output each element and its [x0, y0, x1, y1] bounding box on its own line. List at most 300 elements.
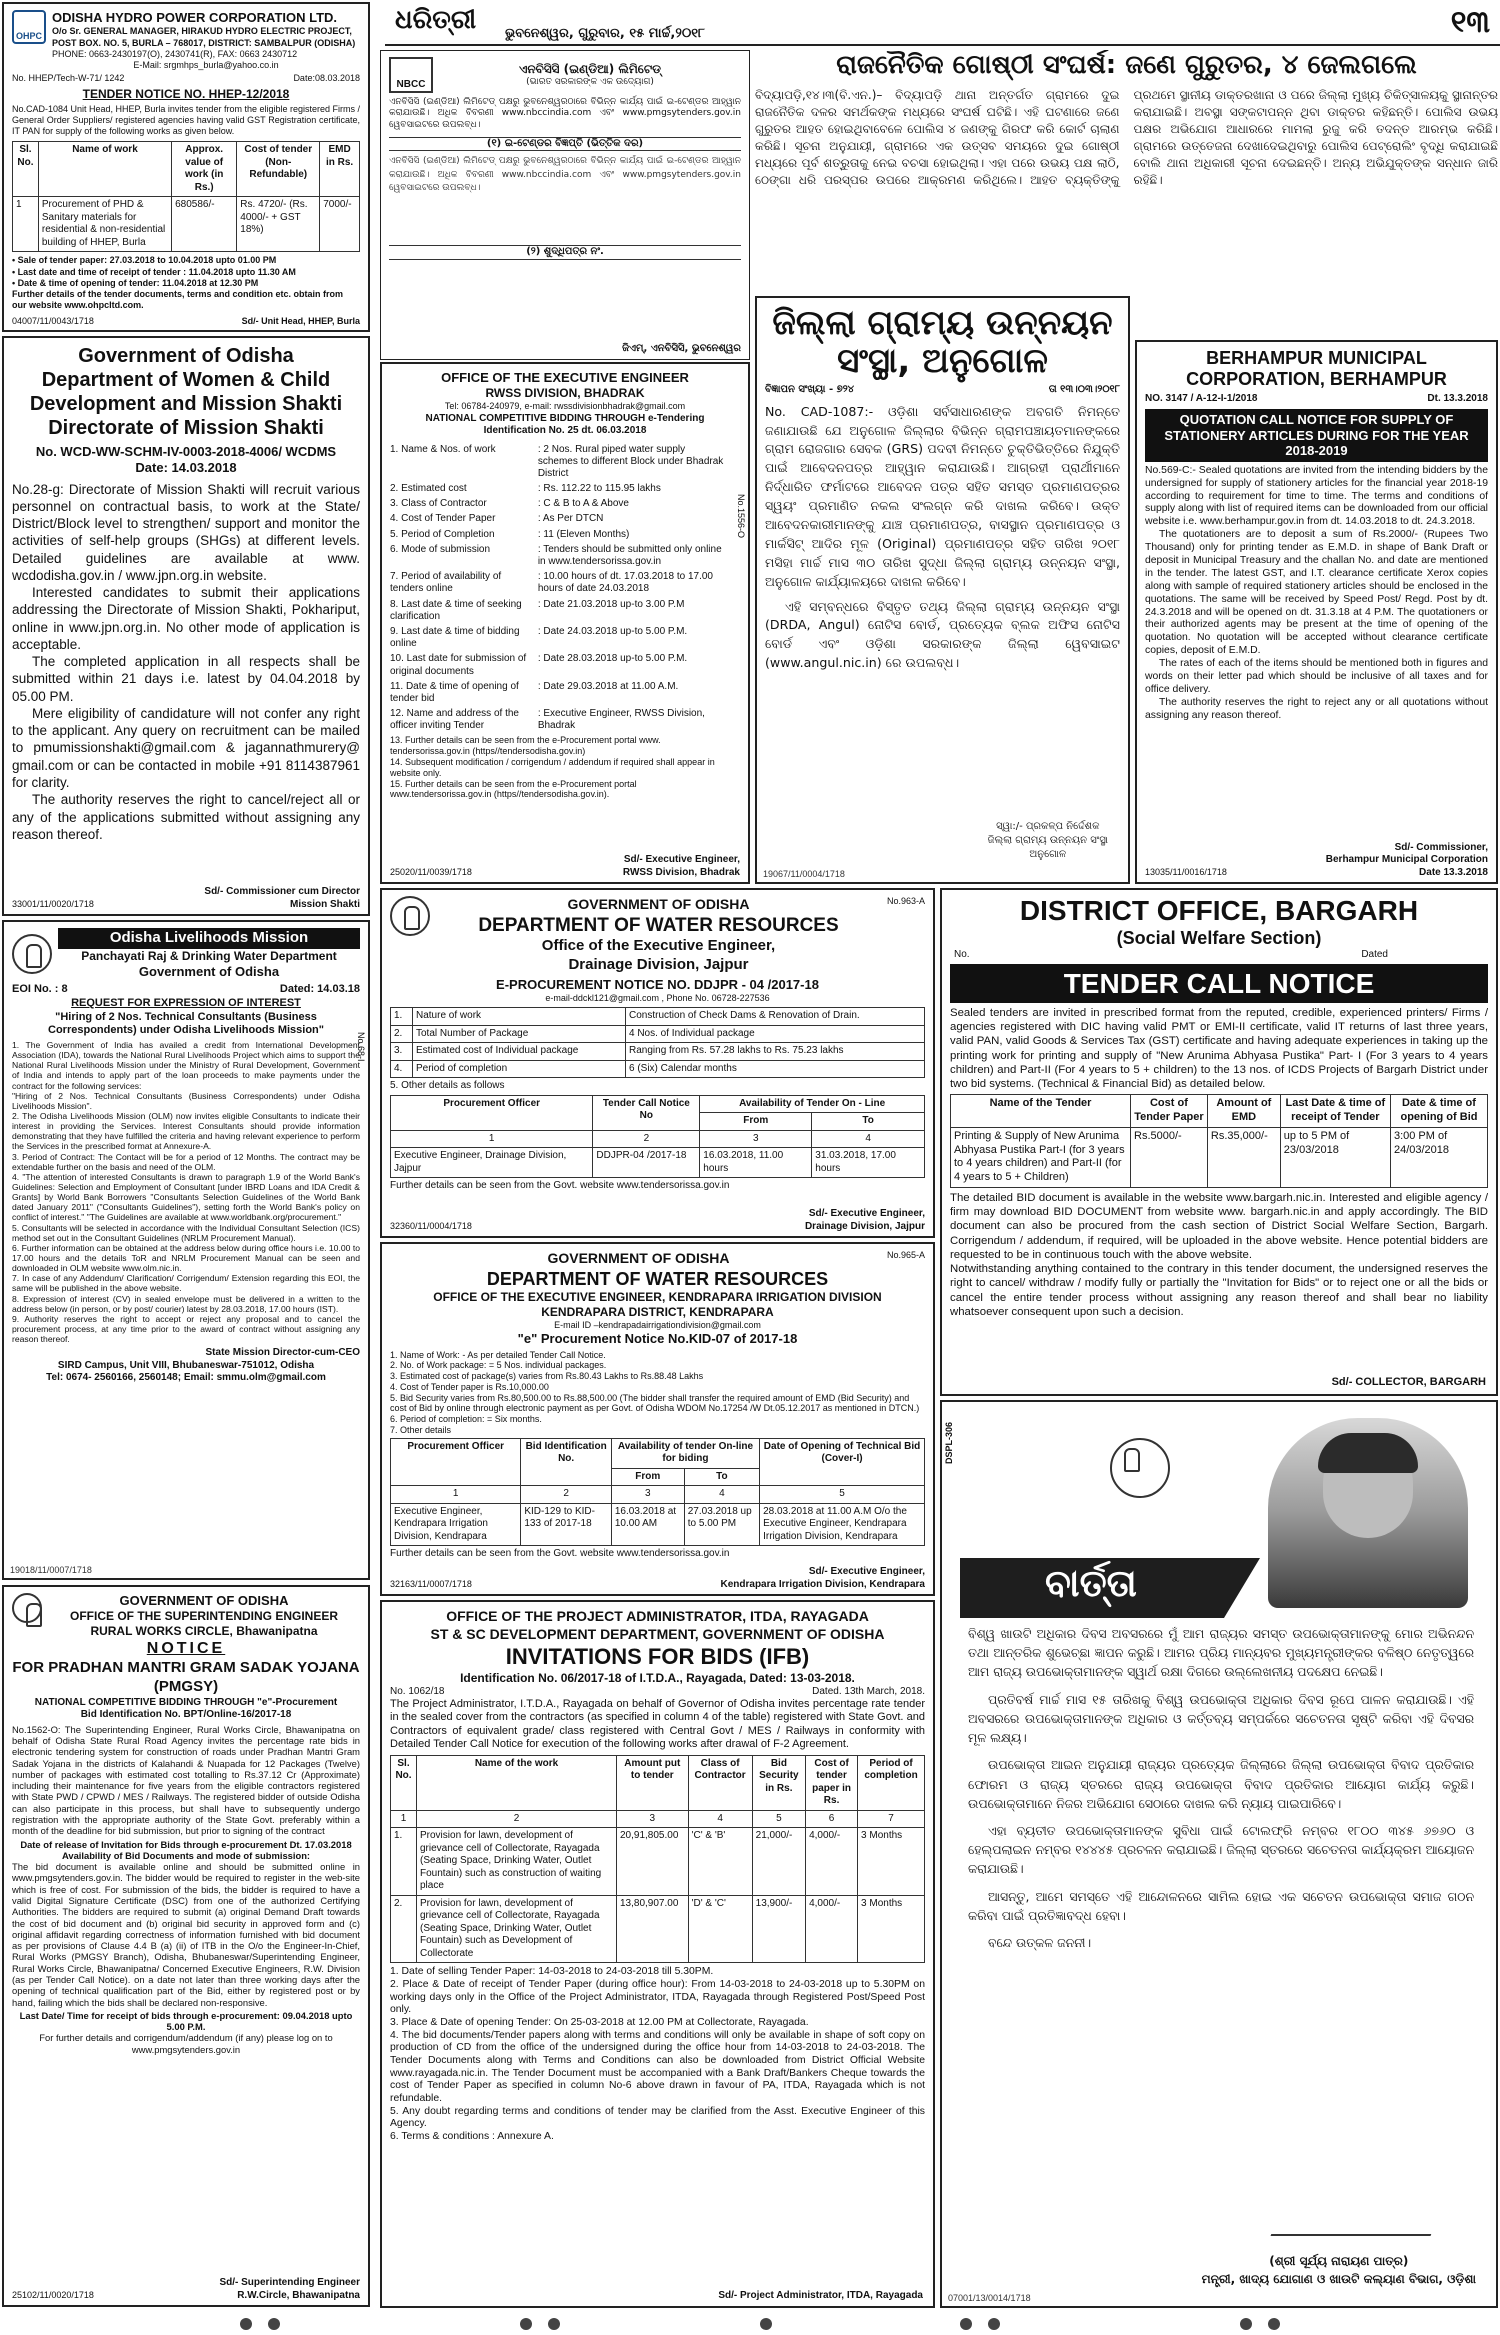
itda-title: OFFICE OF THE PROJECT ADMINISTRATOR, ITDA, RAYAGADA — [446, 1608, 869, 1624]
ohpc-intro: No.CAD-1084 Unit Head, HHEP, Burla invites tender from the eligible registered Firms / General Order Suppliers/ registered agencies having valid GST Registration certificate, IT PAN for supply of the following works as given below. — [12, 103, 360, 136]
kid-dept: DEPARTMENT OF WATER RESOURCES — [486, 1268, 829, 1289]
rwss-row-value: : 2 Nos. Rural piped water supply schemes to different Block under Bhadrak District — [537, 443, 724, 479]
olm-item: 4. "The attention of interested Consultants is drawn to paragraph 1.9 of the World Bank's Guidelines: Selection and Employment of Consultant [under IBRD Loans and IDA Credit & Grants] by World Bank Borrowers "Consultants Selection Guidelines of the World Bank dated January 2011" ("Consultants Guidelines"), setting forth the World Bank's policy on conflict of interest." "The Guidelines are available at www.worldbank.org/procurement." — [12, 1171, 360, 1223]
table-cell: Total Number of Package — [413, 1025, 626, 1043]
rwc-release: Date of release of Invitation for Bids through e-procurement Dt. 17.03.2018 — [20, 1838, 352, 1850]
table-cell: 2 — [521, 1486, 612, 1504]
kid-ref: No.965-A — [886, 1250, 925, 1260]
rwss-row — [390, 599, 726, 623]
table-header: Procurement Officer — [391, 1438, 521, 1486]
bargarh-title: DISTRICT OFFICE, BARGARH — [1019, 895, 1419, 926]
ohpc-table — [12, 141, 360, 252]
bmc-paragraph: The authority reserves the right to reject any or all quotations without assigning any reason thereof. — [1145, 696, 1488, 721]
table-cell: Rs. 4720/- (Rs. 4000/- + GST 18%) — [237, 197, 320, 252]
rwc-gov: GOVERNMENT OF ODISHA — [119, 1593, 289, 1608]
bmc-paragraph: The quotationers are to deposit a sum of Rs.2000/- (Rupees Two Thousand) only for printing tender as E.M.D. in shape of Bank Draft or deposit in Municipal Treasury and the challan No. and date are mentioned in the tender. The latest GST, and I.T. clearance certificate Xerox copies along with sample of required stationery articles should be enclosed in the quotations. The same will be received by Speed Post/ Regd. Post by dt. 24.3.2018 and will be opened on dt. 31.3.18 at 4 P.M. The quotationers or their authorized agents may be present at the time of opening of the quotation. No quotation will be accepted without clearance certificate copies, deposit of E.M.D. — [1145, 529, 1488, 657]
signature: Sd/- Project Administrator, ITDA, Rayagada — [718, 2289, 923, 2301]
rwc-office: OFFICE OF THE SUPERINTENDING ENGINEER — [69, 1609, 339, 1624]
wcd-paragraph: Interested candidates to submit their applications addressing the Directorate of Mission Shakti, Pokhariput, online in www.jpn.org.in. No other mode of application is acceptable. — [12, 585, 360, 652]
kid-item: 5. Bid Security varies from Rs.80,500.00 to Rs.88,500.00 (The bidder shall transfer the required amount of EMD (Bid Security) and cost of Bid by online through electronic payment as per Govt. of Odisha WDOM No.17254 /W Dt.05.12.2017 as mentioned in DTCN.) — [390, 1392, 920, 1414]
olm-request: REQUEST FOR EXPRESSION OF INTEREST — [71, 996, 301, 1009]
table-header: Name of the work — [417, 1755, 617, 1810]
table-cell: 2 — [417, 1810, 617, 1828]
table-cell: Nature of work — [413, 1008, 626, 1026]
rwss-row-value: : Date 21.03.2018 up-to 3.00 P.M — [537, 598, 685, 610]
table-row — [391, 1895, 925, 1963]
ad-code: 19018/11/0007/1718 — [10, 1564, 92, 1575]
side-code: No.1556-O — [736, 494, 746, 539]
rwss-bhadrak-ad — [380, 362, 750, 884]
itda-point: 4. The bid documents/Tender papers along with terms and conditions will only be available in shape of soft copy on production of CD from the office of the undersigned during the office hour from 14-03-2018 to 24-03-2018. The Tender Documents along with Terms and Conditions can also be downloaded from District Official Website www.rayagada.nic.in. The Tender Document must be accompanied with a Bank Draft/Bankers Cheque towards the cost of Tender Paper as specified in column No-6 above drawn in favour of PA, ITDA, Rayagada which is not refundable. — [390, 2029, 925, 2104]
ddjpr-ref: No.963-A — [886, 896, 925, 906]
rwss-row-label: 7. Period of availability of tenders online — [390, 571, 502, 595]
odisha-emblem-icon — [390, 896, 430, 936]
rwss-row-value: : C & B to A & Above — [537, 498, 629, 510]
table-cell: 20,91,805.00 — [617, 1828, 689, 1896]
ddjpr-further: Further details can be seen from the Govt. website www.tendersorissa.gov.in — [390, 1180, 730, 1192]
signature: Sd/- Executive Engineer, — [808, 1208, 925, 1219]
paper-name: ଧରିତ୍ରୀ — [395, 5, 477, 35]
table-cell: Executive Engineer, Drainage Division, Jajpur — [391, 1148, 593, 1178]
ad-code: 32360/11/0004/1718 — [390, 1220, 472, 1231]
signature: ଜିଲ୍ଲା ଗ୍ରାମ୍ୟ ଉନ୍ନୟନ ସଂସ୍ଥା — [987, 835, 1108, 846]
table-cell: 27.03.2018 up to 5.00 PM — [684, 1503, 759, 1546]
barta-paragraph: ଏହା ବ୍ୟତୀତ ଉପଭୋକ୍ତାମାନଙ୍କ ସୁବିଧା ପାଇଁ ଟୋଲଫ୍ରି ନମ୍ବର ୧୮୦୦ ୩୪୫ ୬୭୬୦ ଓ ହେଲ୍ପଲାଇନ ନମ୍ବର ୧୪୪୪୫ ପ୍ରଚଳନ କରାଯାଇଛି। ଜିଲ୍ଲା ସ୍ତରରେ ସଚେତନତା କାର୍ଯ୍ୟକ୍ରମ ଆୟୋଜନ କରାଯାଉଛି। — [968, 1822, 1474, 1877]
registration-dot — [1268, 2318, 1280, 2330]
nbcc-body: ଏନବିସିସି (ଇଣ୍ଡିଆ) ଲିମିଟେଡ୍ ପକ୍ଷରୁ ଭୁବନେଶ୍ୱରଠାରେ ବିଭିନ୍ନ କାର୍ଯ୍ୟ ପାଇଁ ଇ-ଟେଣ୍ଡର ଆହ୍ୱାନ କରାଯାଉଛି। ଅଧିକ ବିବରଣୀ www.nbccindia.com ଏବଂ www.pmgsytenders.gov.in ୱେବସାଇଟରେ ଉପଲବ୍ଧ। — [389, 97, 741, 130]
table-header: Cost of tender paper in Rs. — [806, 1755, 858, 1810]
rwss-row-label: 6. Mode of submission — [390, 543, 491, 555]
drda-notice-date: ତା ୧୩।୦୩।୨୦୧୮ — [1048, 384, 1120, 396]
olm-eoi-ad — [2, 920, 370, 1580]
olm-date: Dated: 14.03.18 — [279, 983, 360, 995]
signature: R.W.Circle, Bhawanipatna — [237, 2289, 360, 2301]
bargarh-body: Sealed tenders are invited in prescribed format from the reputed, credible, experienced printers/ Firms / agencies registered with DIC having valid PMT or EMI-II certificate, valid IT returns of last three years, valid PAN, valid Goods & Services Tax (GST) certificate and having adequate experiences in taking up the printing work for printing and supply of "New Arunima Abhyasa Pustika" Part- I (For 3 years to 4 years children) and Part-II (For 4 years to 5 + children) to the 13 nos. of ICDS Projects of Bargarh District under two bid systems. (Technical & Financial Bid) as detailed below. — [950, 1006, 1488, 1091]
table-header: Availability of Tender On - Line — [700, 1095, 925, 1113]
kid-office: OFFICE OF THE EXECUTIVE ENGINEER, KENDRAPARA IRRIGATION DIVISION — [433, 1290, 882, 1304]
table-cell: 16.03.2018 at 10.00 AM — [611, 1503, 684, 1546]
bargarh-table — [950, 1094, 1488, 1188]
table-cell: 3:00 PM of 24/03/2018 — [1390, 1127, 1487, 1187]
page-number: ୧୩ — [1450, 5, 1490, 40]
signature: RWSS Division, Bhadrak — [622, 866, 740, 878]
signature: ଅନୁଗୋଳ — [1029, 849, 1067, 860]
ohpc-phone: PHONE: 0663-2430197(O), 2430741(R), FAX: 0663 2430712 — [52, 48, 298, 59]
olm-item: 6. Further information can be obtained at the address below during office hours i.e. 10.00 to 17.00 hours and the details ToR and NRLM Procurement Manual can be seen and downloaded in OLM website www.olm.nic.in. — [12, 1242, 360, 1274]
table-cell: 1. — [391, 1008, 413, 1026]
wcd-paragraph: The authority reserves the right to cancel/reject all or any of the applications submitted without assigning any reason thereof. — [12, 792, 360, 842]
itda-point: 3. Place & Date of opening Tender: On 25-03-2018 at 12.00 PM at Collectorate, Rayagada. — [390, 2016, 809, 2028]
bargarh-banner: TENDER CALL NOTICE — [950, 964, 1488, 1003]
itda-point: 5. Any doubt regarding terms and conditions of tender may be clarified from the Asst. Executive Engineer of this Agency. — [390, 2105, 925, 2130]
itda-table — [390, 1755, 925, 1964]
rwss-row-label: 5. Period of Completion — [390, 528, 495, 540]
table-cell: 6 — [806, 1810, 858, 1828]
ad-code: 07001/13/0014/1718 — [948, 2292, 1031, 2303]
itda-ident: Identification No. 06/2017-18 of I.T.D.A., Rayagada, Dated: 13-03-2018. — [460, 1670, 855, 1685]
drda-notice-no: ବିଜ୍ଞାପନ ସଂଖ୍ୟା - ୭୨୪ — [765, 384, 855, 396]
ohpc-ref-no: No. HHEP/Tech-W-71/ 1242 — [12, 73, 125, 84]
rwss-row-value: : Date 29.03.2018 at 11.00 A.M. — [537, 680, 679, 692]
bmc-banner: QUOTATION CALL NOTICE FOR SUPPLY OF STATIONERY ARTICLES DURING FOR THE YEAR 2018-2019 — [1145, 409, 1488, 462]
table-cell: 1 — [391, 1130, 593, 1148]
ad-code: 13035/11/0016/1718 — [1145, 866, 1227, 877]
barta-paragraph: ପ୍ରତିବର୍ଷ ମାର୍ଚ୍ଚ ମାସ ୧୫ ତାରିଖକୁ ବିଶ୍ୱ ଉପଭୋକ୍ତା ଅଧିକାର ଦିବସ ରୂପେ ପାଳନ କରାଯାଉଛି। ଏହି ଅବସରରେ ଉପଭୋକ୍ତାମାନଙ୍କ ଅଧିକାର ଓ କର୍ତ୍ତବ୍ୟ ସମ୍ପର୍କରେ ସଚେତନତା ସୃଷ୍ଟି କରିବା ଏହି ଦିବସର ମୂଳ ଲକ୍ଷ୍ୟ। — [968, 1691, 1474, 1746]
registration-marks — [0, 2312, 1500, 2334]
table-cell: 3 Months — [858, 1895, 925, 1963]
dateline: ଭୁବନେଶ୍ୱର, ଗୁରୁବାର, ୧୫ ମାର୍ଚ୍ଚ,୨୦୧୮ — [505, 26, 705, 41]
rwss-row — [390, 498, 726, 510]
ddjpr-office: Office of the Executive Engineer, — [541, 937, 776, 955]
kid-item: 1. Name of Work: - As per detailed Tender Call Notice. — [390, 1349, 606, 1360]
news-body: ବିଦ୍ୟାପଡ଼ି,୧୪।୩(ବି.ଏନ.)– ବିଦ୍ୟାପଡ଼ି ଥାନା ଅନ୍ତର୍ଗତ ଗ୍ରାମରେ ଦୁଇ ରାଜନୈତିକ ଦଳର ସମର୍ଥକଙ୍କ ମଧ୍ୟରେ ସଂଘର୍ଷ ଘଟିଛି। ଏହି ଘଟଣାରେ ଜଣେ ଗୁରୁତର ଆହତ ହୋଇଥିବାବେଳେ ପୋଲିସ ୪ ଜଣଙ୍କୁ ଗିରଫ କରି କୋର୍ଟ ଚାଲାଣ କରିଛି। ସୂଚନା ଅନୁଯାୟୀ, ଗ୍ରାମରେ ଏକ ଉତ୍ସବ ସମୟରେ ଦୁଇ ଗୋଷ୍ଠୀ ମଧ୍ୟରେ ପୂର୍ବ ଶତ୍ରୁତାକୁ ନେଇ ବଚସା ହୋଇଥିଲା। ଏହା ପରେ ଉଭୟ ପକ୍ଷ ଲାଠି, ଠେଙ୍ଗା ଧରି ପରସ୍ପର ଉପରେ ଆକ୍ରମଣ କରିଥିଲେ। ଆହତ ବ୍ୟକ୍ତିଙ୍କୁ ପ୍ରଥମେ ସ୍ଥାନୀୟ ଡାକ୍ତରଖାନା ଓ ପରେ ଜିଲ୍ଲା ମୁଖ୍ୟ ଚିକିତ୍ସାଳୟକୁ ସ୍ଥାନାନ୍ତର କରାଯାଇଛି। ଅବସ୍ଥା ସଙ୍କଟାପନ୍ନ ଥିବା ଡାକ୍ତର କହିଛନ୍ତି। ପୋଲିସ ଉଭୟ ପକ୍ଷର ଅଭିଯୋଗ ଆଧାରରେ ମାମଲା ରୁଜୁ କରି ତଦନ୍ତ ଆରମ୍ଭ କରିଛି। ଗ୍ରାମରେ ଉତ୍ତେଜନା ଦେଖାଦେଇଥିବାରୁ ପୋଲିସ ପେଟ୍ରୋଲିଂ ବୃଦ୍ଧି କରାଯାଇଛି ବୋଲି ଥାନା ଅଧିକାରୀ ସୂଚନା ଦେଇଛନ୍ତି। ଅନ୍ୟ ଅଭିଯୁକ୍ତଙ୍କ ସନ୍ଧାନ ଜାରି ରହିଛି। — [755, 88, 1498, 188]
news-headline: ରାଜନୈତିକ ଗୋଷ୍ଠୀ ସଂଘର୍ଷ: ଜଣେ ଗୁରୁତର, ୪ ଜେଲଗଲେ — [836, 50, 1417, 80]
table-cell: 3. — [391, 1043, 413, 1061]
table-cell: 1. — [391, 1828, 417, 1896]
kid-district: KENDRAPARA DISTRICT, KENDRAPARA — [541, 1305, 774, 1319]
ddjpr-other: 5. Other details as follows — [390, 1080, 505, 1092]
table-cell: 4 — [812, 1130, 925, 1148]
olm-item: 9. Authority reserves the right to accept or reject any proposal and to cancel the procurement process, at any time prior to the award of contract without assigning any reason thereof. — [12, 1313, 360, 1345]
table-header: Cost of tender (Non-Refundable) — [237, 142, 320, 197]
table-cell: 3 — [617, 1810, 689, 1828]
minister-photo — [1268, 1418, 1468, 1608]
drda-title: ଜିଲ୍ଲା ଗ୍ରାମ୍ୟ ଉନ୍ନୟନ — [772, 303, 1113, 343]
signature: Date 13.3.2018 — [1419, 866, 1488, 878]
rwc-notice: NOTICE — [146, 1640, 226, 1658]
table-header: From — [700, 1113, 812, 1131]
ohpc-point: • Date & time of opening of tender: 11.04.2018 at 12.30 PM — [12, 277, 259, 288]
table-cell: 680586/- — [172, 197, 237, 252]
bmc-title: BERHAMPUR MUNICIPAL CORPORATION, BERHAMPUR — [1186, 348, 1447, 390]
table-header: Last Date & time of receipt of Tender — [1280, 1095, 1390, 1128]
barta-title: ବାର୍ତ୍ତା — [1045, 1561, 1137, 1605]
table-cell: 7000/- — [320, 197, 360, 252]
table-cell: Ranging from Rs. 57.28 lakhs to Rs. 75.23 lakhs — [626, 1043, 925, 1061]
table-cell: 3 — [611, 1486, 684, 1504]
olm-address: SIRD Campus, Unit VIII, Bhubaneswar-751012, Odisha — [57, 1359, 315, 1371]
table-cell: KID-129 to KID-133 of 2017-18 — [521, 1503, 612, 1546]
table-cell: Executive Engineer, Kendrapara Irrigation Division, Kendrapara — [391, 1503, 521, 1546]
table-header: To — [684, 1468, 759, 1486]
wcd-dept-line: Development and Mission Shakti — [29, 393, 343, 415]
table-header: Name of the Tender — [951, 1095, 1131, 1128]
masthead — [385, 4, 1500, 44]
barta-paragraph: ଉପଭୋକ୍ତା ଆଇନ ଅନୁଯାୟୀ ରାଜ୍ୟର ପ୍ରତ୍ୟେକ ଜିଲ୍ଲାରେ ଜିଲ୍ଲା ଉପଭୋକ୍ତା ବିବାଦ ପ୍ରତିକାର ଫୋରମ ଓ ରାଜ୍ୟ ସ୍ତରରେ ରାଜ୍ୟ ଉପଭୋକ୍ତା ବିବାଦ ପ୍ରତିକାର ଆୟୋଗ କାର୍ଯ୍ୟ କରୁଛି। ଉପଭୋକ୍ତାମାନେ ନିଜର ଅଭିଯୋଗ ସେଠାରେ ଦାଖଲ କରି ନ୍ୟାୟ ପାଇପାରିବେ। — [968, 1757, 1474, 1811]
rwss-row-value: : Executive Engineer, RWSS Division, Bhadrak — [537, 708, 705, 732]
olm-banner: Odisha Livelihoods Mission — [58, 928, 360, 949]
rwc-further: For further details and corrigendum/addendum (if any) please log on to www.pmgsytenders.gov.in — [39, 2032, 333, 2055]
table-cell: 7 — [858, 1810, 925, 1828]
mission-shakti-ad — [2, 336, 370, 916]
rwc-last-date: Last Date/ Time for receipt of bids through e-procurement: 09.04.2018 upto 5.00 P.M. — [19, 2009, 353, 2033]
olm-item: 2. The Odisha Livelihoods Mission (OLM) now invites eligible Consultants to indicate their interest in providing the Services. Interest Consultants should provide information demonstrating that they have fulfilled the criteria and having relevant experience to perform the Services in the prescribed format at Annexure-A. — [12, 1110, 360, 1152]
kid-item: 6. Period of completion: = Six months. — [390, 1414, 542, 1425]
table-cell: Period of completion — [413, 1060, 626, 1078]
ad-code: 33001/11/0020/1718 — [12, 898, 94, 909]
ohpc-point: • Sale of tender paper: 27.03.2018 to 10.04.2018 upto 01.00 PM — [12, 255, 277, 266]
table-cell: 2. — [391, 1895, 417, 1963]
odisha-emblem-icon — [1110, 1438, 1170, 1498]
signature: Sd/- COLLECTOR, BARGARH — [1331, 1376, 1486, 1389]
ad-code: 04007/11/0043/1718 — [12, 315, 94, 326]
registration-dot — [960, 2318, 972, 2330]
bmc-date: Dt. 13.3.2018 — [1427, 393, 1488, 405]
signature: Sd/- Commissioner, — [1394, 841, 1488, 853]
olm-contact: Tel: 0674- 2560166, 2560148; Email: smmu.olm@gmail.com — [46, 1372, 326, 1384]
rwss-row-label: 12. Name and address of the officer inviting Tender — [390, 708, 519, 732]
table-cell: 31.03.2018, 17.00 hours — [812, 1148, 925, 1178]
rwss-note: 13. Further details can be seen from the e-Procurement portal www. tendersorissa.gov.in (https//tendersodisha.gov.in) — [390, 735, 661, 757]
table-row — [13, 197, 360, 252]
table-cell: 4 Nos. of Individual package — [626, 1025, 925, 1043]
rwc-avail-head: Availability of Bid Documents and mode of submission: — [61, 1849, 311, 1861]
drda-paragraph: No. CAD-1087:- ଓଡ଼ିଶା ସର୍ବସାଧାରଣଙ୍କ ଅବଗତି ନିମନ୍ତେ ଜଣାଯାଉଛି ଯେ ଅନୁଗୋଳ ଜିଲ୍ଲାର ବିଭିନ୍ନ ଗ୍ରାମପଞ୍ଚାୟତମାନଙ୍କରେ ଗ୍ରାମ ରୋଜଗାର ସେବକ (GRS) ପଦବୀ ନିମନ୍ତେ ଚୁକ୍ତିଭିତ୍ତିରେ ନିଯୁକ୍ତି ପାଇଁ ଆବେଦନପତ୍ର ଆହ୍ୱାନ କରାଯାଉଛି। ଆଗ୍ରହୀ ପ୍ରାର୍ଥୀମାନେ ନିର୍ଦ୍ଧାରିତ ଫର୍ମାଟରେ ଆବେଦନ ପତ୍ର ସହିତ ସମସ୍ତ ପ୍ରମାଣପତ୍ରର ସ୍ୱୟଂ ପ୍ରମାଣିତ ନକଲ ସଂଲଗ୍ନ କରି ଦାଖଲ କରିବେ। ଉକ୍ତ ଆବେଦନକାରୀମାନଙ୍କୁ ଯାଞ୍ଚ ପ୍ରମାଣପତ୍ର, ବାସସ୍ଥାନ ପ୍ରମାଣପତ୍ର ଓ ମାର୍କସିଟ୍ ଆଦିର ମୂଳ (Original) ପ୍ରମାଣପତ୍ର ସହିତ ତାରିଖ ୨୦୧୮ ମସିହା ମାର୍ଚ୍ଚ ମାସ ୩୦ ତାରିଖ ସୁଦ୍ଧା ଜିଲ୍ଲା ଗ୍ରାମ୍ୟ ଉନ୍ନୟନ ସଂସ୍ଥା, ଅନୁଗୋଳ କାର୍ଯ୍ୟାଳୟରେ ଦାଖଲ କରିବେ। — [765, 403, 1120, 589]
rwc-circle: RURAL WORKS CIRCLE, Bhawanipatna — [90, 1624, 318, 1639]
ddjpr-table — [390, 1007, 925, 1078]
registration-dot — [268, 2318, 280, 2330]
ohpc-notice-title: TENDER NOTICE NO. HHEP-12/2018 — [82, 86, 290, 101]
drainage-jajpur-ad — [380, 888, 935, 1238]
itda-body: The Project Administrator, I.T.D.A., Rayagada on behalf of Governor of Odisha invites percentage rate tender in the sealed cover from the contractors (as specified in column 4 of the table) registered with State Govt. and Contractors of equivalent grade/ class registered with Central Govt / MES / Railways in conformity with Detailed Tender Call Notice for execution of the following works after drawal of F-2 Agreement. — [390, 1698, 925, 1751]
itda-dated: Dated. 13th March, 2018. — [812, 1685, 925, 1697]
bargarh-dated: Dated — [1361, 949, 1388, 961]
itda-rayagada-ad — [380, 1600, 935, 2308]
olm-item: 5. Consultants will be selected in accordance with the Individual Consultant Selection (ICS) method set out in the Consultant Guidelines (NRLM Procurement Manual). — [12, 1222, 360, 1243]
signature: Sd/- Unit Head, HHEP, Burla — [241, 315, 360, 326]
bmc-berhampur-ad — [1135, 340, 1498, 884]
itda-point: 2. Place & Date of receipt of Tender Paper (during office hour): From 14-03-2018 to 24-03-2018 up to 5.30PM on working days only in the Office of the Project Administrator, ITDA, Rayagada through Registered Post/Speed Post only. — [390, 1978, 925, 2016]
wcd-paragraph: Mere eligibility of candidature will not confer any right to the applicant. Any query on recruitment can be mailed to pmumissionshakti@gmail.com & jagannathmurery@ gmail.com or can be contacted in mobile +91 8114387961 for clarity. — [12, 705, 360, 791]
registration-dot — [548, 2318, 560, 2330]
nbcc-detail: ଏନବିସିସି (ଇଣ୍ଡିଆ) ଲିମିଟେଡ୍ ପକ୍ଷରୁ ଭୁବନେଶ୍ୱରଠାରେ ବିଭିନ୍ନ କାର୍ଯ୍ୟ ପାଇଁ ଇ-ଟେଣ୍ଡର ଆହ୍ୱାନ କରାଯାଉଛି। ଅଧିକ ବିବରଣୀ www.nbccindia.com ଏବଂ www.pmgsytenders.gov.in ୱେବସାଇଟରେ ଉପଲବ୍ଧ। — [389, 156, 741, 194]
table-header: Name of work — [38, 142, 171, 197]
nbcc-logo: NBCC — [389, 57, 433, 93]
table-cell: 'D' & 'C' — [688, 1895, 752, 1963]
rwss-title: OFFICE OF THE EXECUTIVE ENGINEER — [441, 370, 689, 385]
nbcc-section: (୨) ଶୁଦ୍ଧିପତ୍ର ନଂ. — [389, 245, 741, 260]
table-header: Amount put to tender — [617, 1755, 689, 1810]
rwss-row — [390, 653, 726, 677]
table-header: Approx. value of work (in Rs.) — [172, 142, 237, 197]
olm-banner-dept: Panchayati Raj & Drinking Water Department — [81, 948, 337, 963]
ohpc-logo: OHPC — [12, 10, 46, 44]
table-cell: 2 — [593, 1130, 700, 1148]
table-cell: 4. — [391, 1060, 413, 1078]
kid-item: 2. No. of Work package: = 5 Nos. individual packages. — [390, 1360, 607, 1371]
news-story — [755, 50, 1498, 292]
table-cell: Provision for lawn, development of grievance cell of Collectorate, Rayagada (Seating Space, Drinking Water, Outlet Fountain) such as Development of Collectorate — [417, 1895, 617, 1963]
wcd-date: Date: 14.03.2018 — [135, 460, 237, 476]
ddjpr-officer-table — [390, 1095, 925, 1179]
rwss-row-label: 2. Estimated cost — [390, 483, 467, 495]
rwss-row — [390, 708, 726, 732]
side-code: DSPL-306 — [944, 1422, 954, 1465]
bmc-paragraph: The rates of each of the items should be mentioned both in figures and words on their letter pad which should be inclusive of all taxes and for office delivery. — [1145, 658, 1488, 695]
rwc-body: No.1562-O: The Superintending Engineer, Rural Works Circle, Bhawanipatna on behalf of Odisha State Rural Road Agency invites the percentage rate bids in electronic tendering system for construction of roads under Pradhan Mantri Gram Sadak Yojana in the districts of Kalahandi & Nuapada for 12 Packages (Twelve) number of packages with estimated cost totalling to Rs.37.12 Cr (Approximate) including their maintenance for five years from the eligible contractors registered with State PWD / CPWD / MES / Railways. The registered bidder of outside Odisha can also participate in this process, but shall have to subsequently undergo registration with the appropriate authority of the State Govt. preferably within a month of the deadline for bid submission, but prior to signing of the contract — [12, 1723, 360, 1837]
table-cell: 1 — [391, 1810, 417, 1828]
table-row — [391, 1043, 925, 1061]
rwss-row-value: : Tenders should be submitted only online in www.tendersorissa.gov.in — [537, 543, 722, 567]
rwss-row — [390, 444, 726, 481]
table-cell: Construction of Check Dams & Renovation of Drain. — [626, 1008, 925, 1026]
signature: Kendrapara Irrigation Division, Kendrapara — [720, 1578, 925, 1590]
rwss-row-label: 9. Last date & time of bidding online — [390, 625, 520, 650]
table-row — [391, 1828, 925, 1896]
table-cell: 21,000/- — [752, 1828, 805, 1896]
olm-item: 7. In case of any Addendum/ Clarification/ Corrigendum/ Extension regarding this EOI, the same will be published in the above website. — [12, 1273, 360, 1294]
olm-item: 3. Period of Contract: The Contact will be for a period of 12 Months. The contract may be extendable further on the basis and need of the OLM. — [12, 1151, 360, 1172]
olm-item: 1. The Government of India has availed a credit from International Development Association (IDA), towards the National Rural Livelihoods Project which aims to support the National Rural Livelihoods Mission under the Ministry of Rural Development, Government of India and intends to apply part of the loan proceeds to make payments under the contract for the following services: — [12, 1040, 360, 1091]
rwss-row-label: 10. Last date for submission of original documents — [390, 653, 527, 677]
table-header: To — [812, 1113, 925, 1131]
olm-item: "Hiring of 2 Nos. Technical Consultants (Business Correspondents) under Odisha Livelihoods Mission". — [12, 1090, 360, 1111]
rwss-row-value: : 11 (Eleven Months) — [537, 528, 630, 540]
table-row — [391, 1503, 925, 1546]
table-cell: 4,000/- — [806, 1828, 858, 1896]
table-header: Availability of tender On-line for biding — [611, 1438, 759, 1468]
table-cell: 1 — [391, 1486, 521, 1504]
rwss-row-value: : Date 28.03.2018 up-to 5.00 P.M. — [537, 653, 688, 665]
kid-item: 7. Other details — [390, 1425, 452, 1436]
ddjpr-dept: DEPARTMENT OF WATER RESOURCES — [478, 914, 839, 936]
rwss-row-label: 3. Class of Contractor — [390, 498, 487, 510]
table-header: Amount of EMD — [1207, 1095, 1280, 1128]
signature: Sd/- Superintending Engineer — [219, 2277, 360, 2288]
ddjpr-division: Drainage Division, Jajpur — [568, 956, 749, 973]
table-cell: 3 Months — [858, 1828, 925, 1896]
kid-notice: "e" Procurement Notice No.KID-07 of 2017-18 — [517, 1331, 798, 1347]
rwc-for: FOR PRADHAN MANTRI GRAM SADAK YOJANA (PMGSY) — [12, 1659, 360, 1695]
table-cell: 2. — [391, 1025, 413, 1043]
rwss-row-label: 1. Name & Nos. of work — [390, 443, 496, 455]
barta-paragraph: ବିଶ୍ୱ ଖାଉଟି ଅଧିକାର ଦିବସ ଅବସରରେ ମୁଁ ଆମ ରାଜ୍ୟର ସମସ୍ତ ଉପଭୋକ୍ତାମାନଙ୍କୁ ମୋର ଅଭିନନ୍ଦନ ତଥା ଆନ୍ତରିକ ଶୁଭେଚ୍ଛା ଜ୍ଞାପନ କରୁଛି। ଆମର ପ୍ରିୟ ମାନ୍ୟବର ମୁଖ୍ୟମନ୍ତ୍ରୀଙ୍କର ବଳିଷ୍ଠ ନେତୃତ୍ୱରେ ଆମ ରାଜ୍ୟ ଉପଭୋକ୍ତାମାନଙ୍କ ସ୍ୱାର୍ଥ ରକ୍ଷା ଦିଗରେ ଉଲ୍ଲେଖନୀୟ ପଦକ୍ଷେପ ନେଇଛି। — [968, 1626, 1474, 1680]
signature: ସ୍ୱା:/- ପ୍ରକଳ୍ପ ନିର୍ଦ୍ଦେଶକ — [996, 821, 1100, 832]
ddjpr-email: e-mail-ddckl121@gmail.com , Phone No. 06728-227536 — [545, 993, 770, 1003]
table-cell: Provision for lawn, development of grievance cell of Collectorate, Rayagada (Seating Space, Drinking Water, Outlet Fountain) such as construction of waiting place — [417, 1828, 617, 1896]
table-cell: Procurement of PHD & Sanitary materials for residential & non-residential building of HHEP, Burla — [38, 197, 171, 252]
table-cell: 4,000/- — [806, 1895, 858, 1963]
bargarh-tender-ad — [940, 888, 1498, 1396]
table-row — [391, 1025, 925, 1043]
odisha-emblem-icon — [12, 934, 52, 974]
signature: Sd/- Executive Engineer, — [808, 1566, 925, 1577]
rwc-avail: The bid document is available online and should be submitted online in www.pmgsytenders.gov.in. The bidder would be required to register in the web-site which is free of cost. For submission of the bids, the bidder is required to have a valid Digital Signature Certificate (DSC) from one of the authorized Certifying Authorities. The bidders are required to submit (a) original Demand Draft towards the cost of bid document and (b) original bid security in approved form and (c) original affidavit regarding correctness of information furnished with bid document as per provisions of Clause 4.4 B (a) (ii) of ITB in the O/o the Engineer-In-Chief, Rural Works (PMGSY Branch), Odisha, Bhubaneswar/Superintending Engineer, Rural Works Circle, Bhawanipatna/ Concerned Executive Engineers, R.W. Division (as per Tender Call Notice). on a date not later than three working days after the opening of technical qualification part of the Bid, either by registered post or by hand, failing which the bids shall be declared non-responsive. — [12, 1861, 360, 2008]
ddjpr-notice: E-PROCUREMENT NOTICE NO. DDJPR - 04 /2017-18 — [496, 976, 819, 992]
table-cell: up to 5 PM of 23/03/2018 — [1280, 1127, 1390, 1187]
ohpc-title: ODISHA HYDRO POWER CORPORATION LTD. — [52, 10, 338, 25]
itda-ifb: INVITATIONS FOR BIDS (IFB) — [505, 1644, 810, 1669]
table-header: Date & time of opening of Bid — [1390, 1095, 1487, 1128]
kid-email: E-mail ID –kendrapadairrigationdivision@gmail.com — [554, 1320, 761, 1330]
table-header: EMD in Rs. — [320, 142, 360, 197]
rwss-row — [390, 681, 726, 705]
rwss-rows — [390, 444, 740, 733]
rwss-contact: Tel: 06784-240979, e-mail: rwssdivisionbhadrak@gmail.com — [444, 401, 686, 412]
table-cell: Printing & Supply of New Arunima Abhyasa Pustika Part-I (for 3 years to 4 years children) and Part-II (for 4 years to 5 + Children) — [951, 1127, 1131, 1187]
wcd-directorate-line: Directorate of Mission Shakti — [48, 417, 324, 439]
ad-code: 19067/11/0004/1718 — [763, 868, 845, 879]
ohpc-email: E-Mail: srgmhps_burla@yahoo.co.in — [133, 60, 279, 70]
kid-item: 4. Cost of Tender paper is Rs.10,000.00 — [390, 1381, 549, 1392]
rwc-bid-no: Bid Identification No. BPT/Online-16/2017-18 — [80, 1709, 292, 1721]
drda-title: ସଂସ୍ଥା, ଅନୁଗୋଳ — [837, 341, 1048, 382]
table-cell: 5 — [760, 1486, 925, 1504]
bargarh-sub: (Social Welfare Section) — [1116, 927, 1322, 948]
ohpc-further: Further details of the tender documents, terms and condition etc. obtain from our website www.ohpcltd.com. — [12, 289, 344, 311]
wcd-gov-line: Government of Odisha — [78, 345, 294, 367]
rwss-row-value: : 10.00 hours of dt. 17.03.2018 to 17.00 hours of date 24.03.2018 — [537, 571, 713, 595]
odisha-emblem-icon — [12, 1593, 42, 1623]
ohpc-ref-date: Date:08.03.2018 — [293, 73, 360, 84]
wcd-dept-line: Department of Women & Child — [41, 369, 331, 391]
table-header: Sl. No. — [13, 142, 39, 197]
rwss-row-label: 4. Cost of Tender Paper — [390, 513, 496, 525]
drda-paragraph: ଏହି ସମ୍ବନ୍ଧରେ ବିସ୍ତୃତ ତଥ୍ୟ ଜିଲ୍ଲା ଗ୍ରାମ୍ୟ ଉନ୍ନୟନ ସଂସ୍ଥା (DRDA, Angul) ନୋଟିସ ବୋର୍ଡ, ପ୍ରତ୍ୟେକ ବ୍ଲକ ଅଫିସ ନୋଟିସ ବୋର୍ଡ ଏବଂ ଓଡ଼ିଶା ସରକାରଙ୍କ ଜିଲ୍ଲା ୱେବସାଇଟ (www.angul.nic.in) ରେ ଉପଲବ୍ଧ। — [765, 598, 1120, 671]
bmc-no: NO. 3147 / A-12-I-1/2018 — [1145, 393, 1258, 405]
table-header: Procurement Officer — [391, 1095, 593, 1130]
ad-code: 25102/11/0020/1718 — [12, 2289, 94, 2300]
table-header: Sl. No. — [391, 1755, 417, 1810]
rwss-row — [390, 544, 726, 568]
table-header: Bid Security in Rs. — [752, 1755, 805, 1810]
signature: ଜିଏମ୍, ଏନବିସିସି, ଭୁବନେଶ୍ୱର — [622, 342, 741, 354]
table-cell: Rs.35,000/- — [1207, 1127, 1280, 1187]
table-cell: 13,80,907.00 — [617, 1895, 689, 1963]
table-header: Period of completion — [858, 1755, 925, 1810]
table-cell: 28.03.2018 at 11.00 A.M O/o the Executive Engineer, Kendrapara Irrigation Division, Kendrapara — [760, 1503, 925, 1546]
itda-point: 1. Date of selling Tender Paper: 14-03-2018 to 24-03-2018 till 5.30PM. — [390, 1966, 714, 1978]
table-header: Bid Identification No. — [521, 1438, 612, 1486]
side-code: No.68-I — [356, 1032, 366, 1062]
table-cell: 4 — [688, 1810, 752, 1828]
table-header: Tender Call Notice No — [593, 1095, 700, 1130]
rwc-bidding: NATIONAL COMPETITIVE BIDDING THROUGH "e"-Procurement — [34, 1696, 338, 1708]
barta-signer: (ଶ୍ରୀ ସୂର୍ଯ୍ୟ ନାରାୟଣ ପାତ୍ର) — [1269, 2254, 1409, 2268]
table-cell: 3 — [700, 1130, 812, 1148]
table-cell: 'C' & 'B' — [688, 1828, 752, 1896]
barta-message-ad — [940, 1400, 1498, 2308]
ddjpr-gov: GOVERNMENT OF ODISHA — [567, 896, 750, 912]
rwss-sub: RWSS DIVISION, BHADRAK — [485, 386, 645, 401]
bargarh-paragraph: The detailed BID document is available in the website www.bargarh.nic.in. Interested and eligible agency / firm may download BID DOCUMENT from website www. bargarh.nic.in and apply accordingly. The BID document can also be procured from the cash section of District Social Welfare Section, Bargarh. Corrigendum / addendum, if required, will be uploaded in the above website. Hence potential bidders are requested to be in continuous touch with the above website. — [950, 1191, 1488, 1261]
barta-paragraph: ବନ୍ଦେ ଉତ୍କଳ ଜନନୀ। — [988, 1935, 1092, 1951]
itda-no: No. 1062/18 — [390, 1685, 445, 1697]
rwss-note: 15. Further details can be seen from the e-Procurement portal www.tendersorissa.gov.in (https//tendersodisha.gov.in). — [390, 778, 637, 800]
ohpc-point: • Last date and time of receipt of tender : 11.04.2018 upto 11.30 AM — [12, 266, 296, 277]
minister-signature — [1271, 2206, 1442, 2236]
bargarh-paragraph: Notwithstanding anything contained to the contrary in this tender document, the undersigned reserves the right to cancel/ withdraw / modify fully or partially the "Invitation for Bids" or to reject one or all the bids or cancel the entire tender process without assigning any reason thereof and shall bear no liability whatsoever consequent upon such a decision. — [950, 1263, 1488, 1318]
rwss-row-label: 11. Date & time of opening of tender bid — [390, 680, 519, 704]
table-cell: 16.03.2018, 11.00 hours — [700, 1148, 812, 1178]
wcd-paragraph: The completed application in all respects shall be submitted within 21 days i.e. latest by 04.04.2018 by 05.00 PM. — [12, 654, 360, 704]
table-header: From — [611, 1468, 684, 1486]
nbcc-section: (୧) ଇ-ଟେଣ୍ଡର ବିଜ୍ଞପ୍ତି (ଭିତ୍ତିକ ଦର) — [389, 137, 741, 152]
rwss-row — [390, 529, 726, 541]
kendrapara-irrigation-ad — [380, 1242, 935, 1596]
bargarh-no: No. — [954, 949, 970, 961]
registration-dot — [240, 2318, 252, 2330]
ohpc-tender-ad — [2, 2, 370, 332]
signature: Mission Shakti — [289, 898, 360, 910]
kid-table — [390, 1438, 925, 1547]
nbcc-ad — [380, 50, 750, 360]
registration-dot — [520, 2318, 532, 2330]
ad-code: 25020/11/0039/1718 — [390, 866, 472, 877]
barta-paragraph: ଆସନ୍ତୁ, ଆମେ ସମସ୍ତେ ଏହି ଆନ୍ଦୋଳନରେ ସାମିଲ ହୋଇ ଏକ ସଚେତନ ଉପଭୋକ୍ତା ସମାଜ ଗଠନ କରିବା ପାଇଁ ପ୍ରତିଜ୍ଞାବଦ୍ଧ ହେବା। — [968, 1888, 1474, 1923]
table-cell: Rs.5000/- — [1131, 1127, 1208, 1187]
signature: Sd/- Executive Engineer, — [623, 854, 740, 865]
